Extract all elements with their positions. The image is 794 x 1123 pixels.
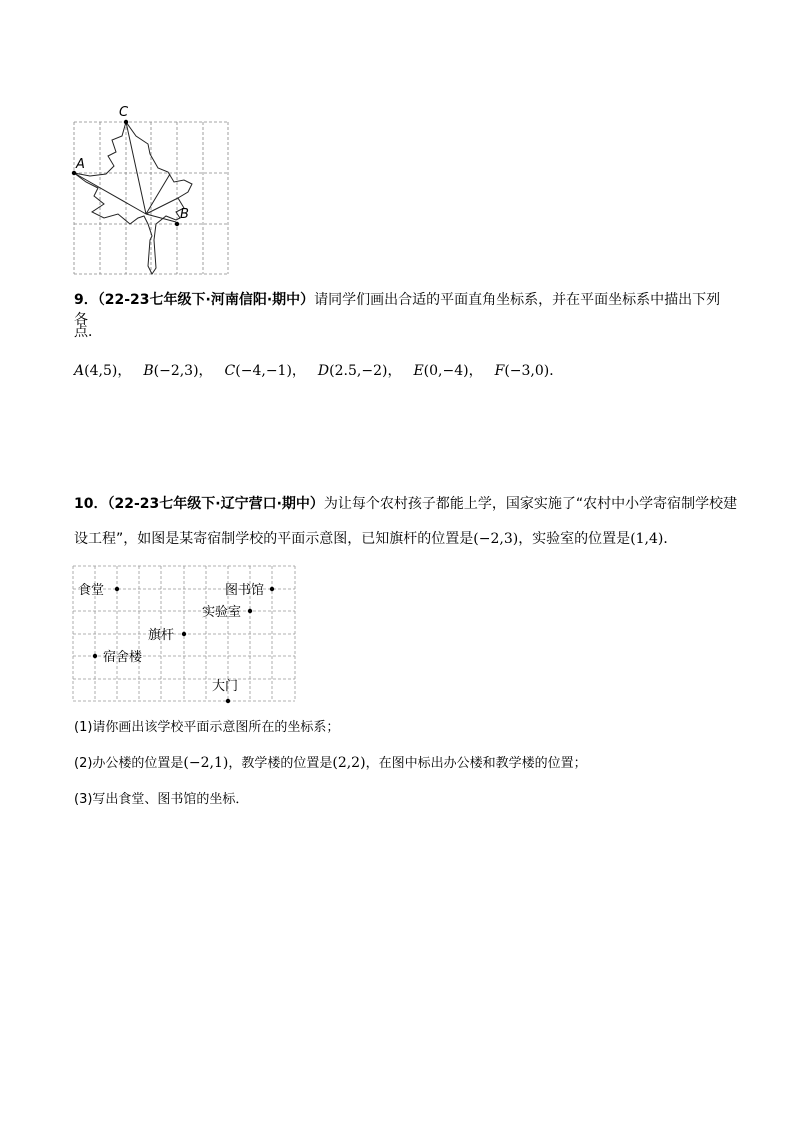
flagpole-label: 旗杆	[148, 628, 175, 643]
question-10-sub2: (2)办公楼的位置是(−2,1)，教学楼的位置是(2,2)，在图中标出办公楼和教学楼的位置；	[74, 755, 587, 771]
question-10-sub1: (1)请你画出该学校平面示意图所在的坐标系；	[74, 720, 340, 735]
school-map-figure	[70, 563, 300, 707]
question-10-line2: 设工程”，如图是某寄宿制学校的平面示意图，已知旗杆的位置是(−2,3)，实验室的位置是(1,4)．	[74, 531, 678, 547]
dorm-dot	[93, 654, 97, 658]
point-c-coord: C(−4,−1)，	[224, 363, 306, 379]
question-10-source: （22-23七年级下·辽宁营口·期中）	[107, 496, 324, 512]
lab-dot	[248, 609, 252, 613]
point-e-coord: E(0,−4)，	[413, 363, 483, 379]
gate-dot	[226, 699, 230, 703]
question-10-number: 10	[74, 496, 94, 512]
label-c: C	[119, 105, 129, 120]
question-9-line1: 9．（22-23七年级下·河南信阳·期中）请同学们画出合适的平面直角坐标系，并在平面坐标系中描出下列各	[74, 292, 721, 328]
point-b-dot	[175, 222, 179, 226]
flagpole-dot	[182, 632, 186, 636]
flagpole-coord: (−2,3)	[473, 531, 519, 547]
question-9-point-list	[74, 360, 575, 380]
gate-label: 大门	[212, 679, 239, 694]
library-dot	[270, 587, 274, 591]
label-a: A	[76, 157, 85, 172]
teaching-coord: (2,2)	[332, 755, 366, 771]
lab-coord: (1,4)	[630, 531, 664, 547]
question-9-line2: 点．	[74, 324, 102, 340]
question-10-prompt: 为让每个农村孩子都能上学，国家实施了“农村中小学寄宿制学校建	[323, 496, 738, 512]
question-9-prompt: 请同学们画出合适的平面直角坐标系，并在平面坐标系中描出下列各	[74, 292, 721, 328]
point-b-coord: B(−2,3)，	[143, 363, 213, 379]
question-10-line1: 10．（22-23七年级下·辽宁营口·期中）为让每个农村孩子都能上学，国家实施了“农村中小学寄宿制学校建	[74, 496, 738, 512]
canteen-dot	[115, 587, 119, 591]
maple-leaf-figure	[60, 100, 250, 280]
point-a-coord: A(4,5)，	[74, 363, 132, 379]
canteen-label: 食堂	[78, 583, 105, 598]
point-c-dot	[124, 120, 128, 124]
question-9-number: 9	[74, 292, 84, 308]
dorm-label: 宿舍楼	[103, 650, 143, 665]
point-f-coord: F(−3,0)．	[494, 363, 564, 379]
question-9-source: （22-23七年级下·河南信阳·期中）	[97, 292, 315, 308]
point-d-coord: D(2.5,−2)，	[317, 363, 402, 379]
library-label: 图书馆	[225, 583, 265, 598]
office-coord: (−2,1)	[183, 755, 229, 771]
leaf-outline	[74, 122, 192, 274]
label-b: B	[180, 207, 189, 222]
lab-label: 实验室	[202, 605, 242, 620]
question-10-sub3: (3)写出食堂、图书馆的坐标．	[74, 792, 249, 807]
